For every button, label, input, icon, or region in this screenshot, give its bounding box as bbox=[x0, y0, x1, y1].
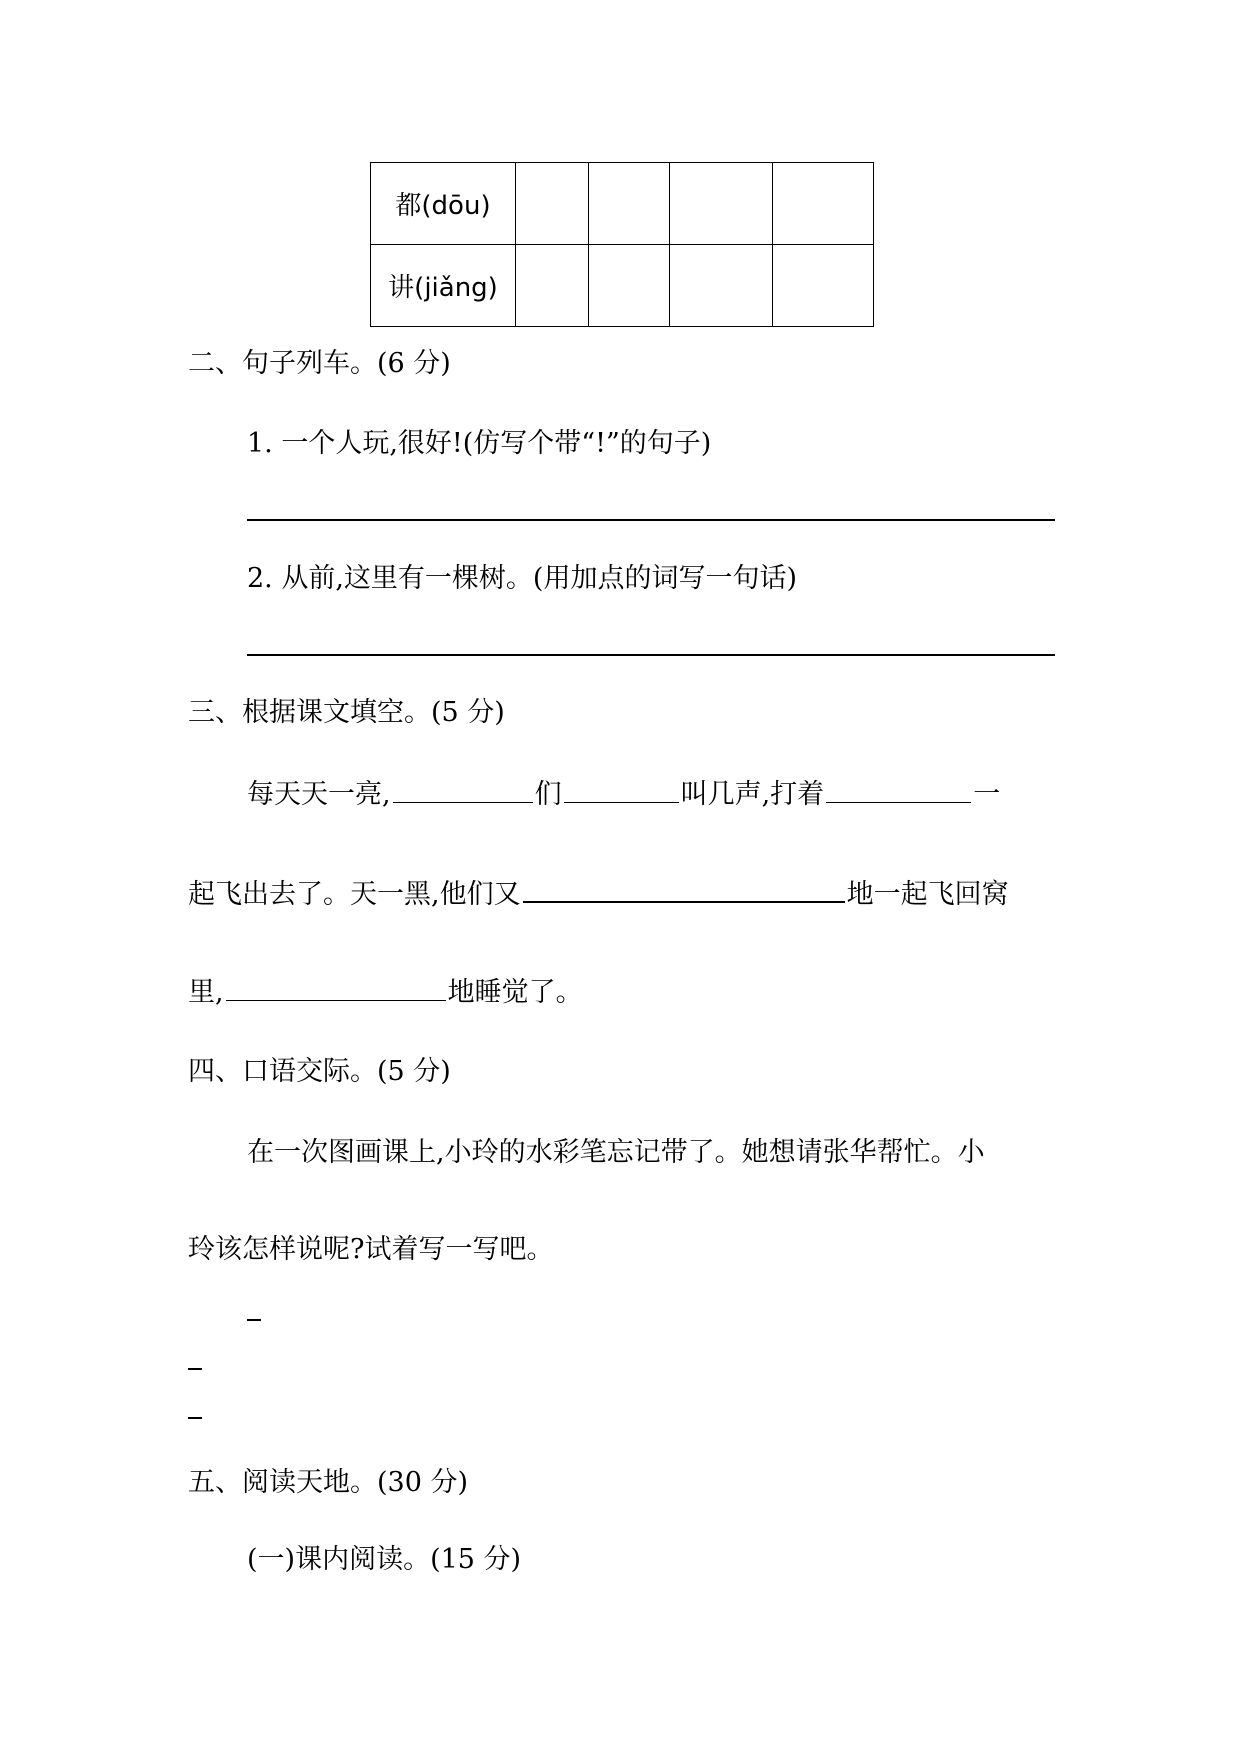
writing-box[interactable] bbox=[773, 163, 874, 245]
pinyin: (jiǎng) bbox=[414, 273, 498, 303]
writing-box[interactable] bbox=[516, 163, 589, 245]
answer-dash[interactable] bbox=[188, 1417, 202, 1419]
question-2: 2. 从前,这里有一棵树。(用加点的词写一句话) bbox=[247, 563, 797, 594]
fill-line-1 bbox=[247, 776, 1000, 812]
answer-dash[interactable] bbox=[247, 1319, 261, 1321]
writing-box[interactable] bbox=[670, 245, 773, 327]
paragraph-line-1: 在一次图画课上,小玲的水彩笔忘记带了。她想请张华帮忙。小 bbox=[247, 1137, 985, 1168]
fill-blank[interactable] bbox=[826, 776, 971, 803]
answer-line-2[interactable] bbox=[247, 654, 1055, 656]
section-4-heading: 四、口语交际。(5 分) bbox=[188, 1056, 451, 1087]
fill-text: 地一起飞回窝 bbox=[846, 879, 1009, 910]
section-2-heading: 二、句子列车。(6 分) bbox=[188, 348, 451, 379]
subsection-1-heading: (一)课内阅读。(15 分) bbox=[247, 1544, 522, 1575]
writing-box[interactable] bbox=[589, 163, 670, 245]
fill-text: 一 bbox=[973, 779, 1001, 810]
writing-box[interactable] bbox=[516, 245, 589, 327]
fill-text: 们 bbox=[534, 779, 562, 810]
question-1: 1. 一个人玩,很好!(仿写个带“!”的句子) bbox=[247, 428, 712, 459]
character: 都 bbox=[395, 191, 422, 221]
writing-box[interactable] bbox=[773, 245, 874, 327]
answer-dash[interactable] bbox=[188, 1368, 202, 1370]
fill-text: 叫几声,打着 bbox=[680, 779, 825, 810]
fill-text: 每天天一亮, bbox=[247, 779, 391, 810]
section-3-heading: 三、根据课文填空。(5 分) bbox=[188, 697, 505, 728]
fill-blank[interactable] bbox=[226, 974, 446, 1001]
character-practice-table bbox=[370, 162, 874, 327]
answer-line-1[interactable] bbox=[247, 519, 1055, 521]
fill-text: 起飞出去了。天一黑,他们又 bbox=[188, 879, 521, 910]
paragraph-line-2: 玲该怎样说呢?试着写一写吧。 bbox=[188, 1234, 554, 1265]
char-label-cell bbox=[371, 245, 516, 327]
writing-box[interactable] bbox=[589, 245, 670, 327]
pinyin: (dōu) bbox=[421, 191, 491, 221]
fill-line-2 bbox=[188, 875, 1009, 912]
table-row bbox=[371, 245, 874, 327]
fill-blank[interactable] bbox=[564, 776, 679, 803]
section-5-heading: 五、阅读天地。(30 分) bbox=[188, 1467, 469, 1498]
fill-blank[interactable] bbox=[393, 776, 533, 803]
fill-text: 里, bbox=[188, 977, 224, 1008]
char-label-cell bbox=[371, 163, 516, 245]
table-row bbox=[371, 163, 874, 245]
fill-blank[interactable] bbox=[523, 875, 845, 903]
fill-text: 地睡觉了。 bbox=[447, 977, 583, 1008]
writing-box[interactable] bbox=[670, 163, 773, 245]
fill-line-3 bbox=[188, 974, 583, 1010]
character: 讲 bbox=[388, 273, 415, 303]
